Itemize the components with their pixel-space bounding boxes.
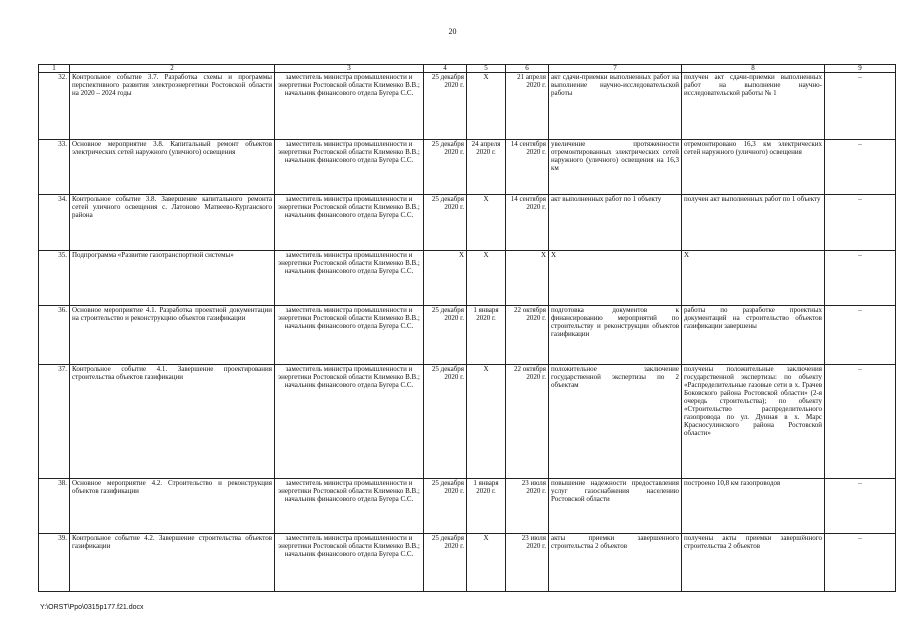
responsible-persons: заместитель министра промышленности и энергетики Ростовской области Клименко В.В.; начальник финансового отдела Бугера С.С.	[278, 479, 420, 503]
planned-date: Х	[458, 251, 464, 259]
actual-result-cell	[682, 534, 825, 592]
row-number-cell	[39, 195, 70, 251]
planned-date-cell	[424, 306, 467, 365]
actual-end-date: 14 сентября 2020 г.	[510, 195, 546, 211]
actual-result-cell	[682, 479, 825, 534]
planned-date-cell	[424, 365, 467, 479]
actual-start-date: 24 апреля 2020 г.	[471, 140, 501, 156]
planned-result-cell	[549, 479, 682, 534]
planned-result: акт сдачи-приемки выполненных работ на выполнение научно-исследовательской работы	[551, 73, 679, 97]
column-header: 1	[39, 65, 70, 73]
responsible-persons: заместитель министра промышленности и энергетики Ростовской области Клименко В.В.; начальник финансового отдела Бугера С.С.	[278, 73, 420, 97]
responsible-persons: заместитель министра промышленности и энергетики Ростовской области Клименко В.В.; начальник финансового отдела Бугера С.С.	[278, 251, 420, 275]
actual-result-cell	[682, 140, 825, 195]
planned-date: 25 декабря 2020 г.	[431, 140, 464, 156]
responsible-persons-cell	[275, 534, 424, 592]
actual-end-date-cell	[506, 306, 549, 365]
event-name: Подпрограмма «Развитие газотранспортной системы»	[72, 251, 234, 259]
table-row	[39, 479, 896, 534]
event-name-cell	[70, 479, 275, 534]
note-cell	[825, 365, 896, 479]
note: –	[858, 73, 862, 81]
event-name-cell	[70, 140, 275, 195]
actual-result: работы по разработке проектных документаций на строительство объектов газификации завершены	[684, 306, 822, 330]
planned-result-cell	[549, 195, 682, 251]
planned-date: 25 декабря 2020 г.	[431, 365, 464, 381]
responsible-persons: заместитель министра промышленности и энергетики Ростовской области Клименко В.В.; начальник финансового отдела Бугера С.С.	[278, 195, 420, 219]
actual-start-date-cell	[467, 365, 506, 479]
actual-result: получен акт выполненных работ по 1 объекту	[684, 195, 821, 203]
table-row	[39, 534, 896, 592]
actual-start-date-cell	[467, 534, 506, 592]
actual-start-date: Х	[483, 251, 489, 259]
actual-result-cell	[682, 251, 825, 306]
actual-start-date: Х	[483, 195, 489, 203]
actual-start-date: Х	[483, 365, 489, 373]
actual-start-date: 1 января 2020 г.	[473, 306, 499, 322]
planned-date: 25 декабря 2020 г.	[431, 73, 464, 89]
planned-result-cell	[549, 251, 682, 306]
actual-end-date-cell	[506, 534, 549, 592]
planned-result-cell	[549, 365, 682, 479]
actual-result-cell	[682, 306, 825, 365]
note-cell	[825, 479, 896, 534]
note: –	[858, 306, 862, 314]
responsible-persons: заместитель министра промышленности и энергетики Ростовской области Клименко В.В.; начальник финансового отдела Бугера С.С.	[278, 306, 420, 330]
row-number-cell	[39, 365, 70, 479]
row-number: 33.	[58, 140, 67, 148]
actual-start-date-cell	[467, 251, 506, 306]
actual-start-date-cell	[467, 73, 506, 140]
planned-date-cell	[424, 534, 467, 592]
actual-result: отремонтировано 16,3 км электрических сетей наружного (уличного) освещения	[684, 140, 822, 156]
event-name: Контрольное событие 3.7. Разработка схемы и программы перспективного развития электроэнергетики Ростовской области на 2020 – 2024 годы	[72, 73, 272, 97]
actual-result: Х	[684, 251, 690, 259]
column-header: 2	[70, 65, 275, 73]
actual-start-date: Х	[483, 73, 489, 81]
note: –	[858, 251, 862, 259]
row-number: 32.	[58, 73, 67, 81]
footer-file-path: Y:\ORST\Ppo\0315p177.f21.docx	[40, 604, 144, 611]
event-name: Контрольное событие 4.1. Завершение проектирования строительства объектов газификации	[72, 365, 272, 381]
actual-end-date: 22 октября 2020 г.	[513, 306, 546, 322]
row-number: 35.	[58, 251, 67, 259]
actual-result: получен акт сдачи-приемки выполненных работ на выполнение научно-исследовательской работы № 1	[684, 73, 822, 97]
actual-end-date-cell	[506, 195, 549, 251]
note-cell	[825, 251, 896, 306]
event-name-cell	[70, 365, 275, 479]
responsible-persons-cell	[275, 479, 424, 534]
actual-end-date-cell	[506, 479, 549, 534]
responsible-persons: заместитель министра промышленности и энергетики Ростовской области Клименко В.В.; начальник финансового отдела Бугера С.С.	[278, 365, 420, 389]
planned-result: повышение надежности предоставления услуг газоснабжения населению Ростовской области	[551, 479, 679, 503]
note-cell	[825, 534, 896, 592]
actual-end-date: 23 июля 2020 г.	[521, 534, 546, 550]
page-number: 20	[448, 27, 457, 36]
actual-result: построено 10,8 км газопроводов	[684, 479, 781, 487]
planned-result-cell	[549, 534, 682, 592]
row-number-cell	[39, 140, 70, 195]
note-cell	[825, 140, 896, 195]
planned-result: акты приемки завершенного строительства 2 объектов	[551, 534, 679, 550]
actual-end-date: 22 октября 2020 г.	[513, 365, 546, 381]
planned-result: Х	[551, 251, 557, 259]
actual-result: получены акты приемки завершённого строительства 2 объектов	[684, 534, 822, 550]
table-row	[39, 140, 896, 195]
responsible-persons-cell	[275, 251, 424, 306]
actual-end-date-cell	[506, 251, 549, 306]
responsible-persons-cell	[275, 195, 424, 251]
planned-result: положительное заключение государственной экспертизы по 2 объектам	[551, 365, 679, 389]
actual-end-date-cell	[506, 365, 549, 479]
table-body	[39, 73, 896, 592]
event-name: Основное мероприятие 3.8. Капитальный ремонт объектов электрических сетей наружного (уличного) освещения	[72, 140, 272, 156]
actual-end-date: Х	[540, 251, 546, 259]
note-cell	[825, 195, 896, 251]
table-row	[39, 306, 896, 365]
column-header: 9	[825, 65, 896, 73]
column-header: 3	[275, 65, 424, 73]
column-header: 4	[424, 65, 467, 73]
actual-result-cell	[682, 195, 825, 251]
event-name: Контрольное событие 4.2. Завершение строительства объектов газификации	[72, 534, 272, 550]
responsible-persons-cell	[275, 73, 424, 140]
actual-end-date-cell	[506, 140, 549, 195]
actual-result-cell	[682, 73, 825, 140]
actual-end-date-cell	[506, 73, 549, 140]
planned-result: акт выполненных работ по 1 объекту	[551, 195, 662, 203]
row-number: 39.	[58, 534, 67, 542]
actual-end-date: 14 сентября 2020 г.	[510, 140, 546, 156]
planned-date-cell	[424, 251, 467, 306]
responsible-persons: заместитель министра промышленности и энергетики Ростовской области Клименко В.В.; начальник финансового отдела Бугера С.С.	[278, 140, 420, 164]
row-number-cell	[39, 479, 70, 534]
responsible-persons-cell	[275, 140, 424, 195]
table-row	[39, 251, 896, 306]
table-row	[39, 365, 896, 479]
actual-result-cell	[682, 365, 825, 479]
planned-date-cell	[424, 140, 467, 195]
report-table	[38, 64, 896, 592]
event-name-cell	[70, 534, 275, 592]
actual-start-date-cell	[467, 195, 506, 251]
planned-date: 25 декабря 2020 г.	[431, 479, 464, 495]
event-name-cell	[70, 195, 275, 251]
event-name-cell	[70, 306, 275, 365]
actual-result: получены положительные заключения государственной экспертизы: по объекту «Распределительные газовые сети в х. Грачев Боковского района Ростовской области» (2-я очередь строительства); по объекту «Строительство распределительного газопровода по ул. Дунная в х. Марс Красносулинского района Ростовской области»	[684, 365, 822, 437]
actual-start-date-cell	[467, 479, 506, 534]
note-cell	[825, 73, 896, 140]
planned-date-cell	[424, 479, 467, 534]
actual-start-date-cell	[467, 306, 506, 365]
planned-result: увеличение протяженности отремонтированных электрических сетей наружного (уличного) освещения на 16,3 км	[551, 140, 679, 172]
column-header: 5	[467, 65, 506, 73]
row-number-cell	[39, 534, 70, 592]
event-name: Контрольное событие 3.8. Завершение капитального ремонта сетей уличного освещения с. Латоново Матвеево-Курганского района	[72, 195, 272, 219]
actual-start-date: Х	[483, 534, 489, 542]
event-name: Основное мероприятие 4.2. Строительство и реконструкция объектов газификации	[72, 479, 272, 495]
row-number-cell	[39, 251, 70, 306]
event-name-cell	[70, 73, 275, 140]
planned-result-cell	[549, 140, 682, 195]
column-header: 7	[549, 65, 682, 73]
actual-end-date: 21 апреля 2020 г.	[517, 73, 546, 89]
planned-date: 25 декабря 2020 г.	[431, 195, 464, 211]
note-cell	[825, 306, 896, 365]
planned-date-cell	[424, 73, 467, 140]
responsible-persons: заместитель министра промышленности и энергетики Ростовской области Клименко В.В.; начальник финансового отдела Бугера С.С.	[278, 534, 420, 558]
planned-date-cell	[424, 195, 467, 251]
responsible-persons-cell	[275, 365, 424, 479]
planned-result: подготовка документов к финансированию мероприятий по строительству и реконструкции объектов газификации	[551, 306, 679, 338]
planned-date: 25 декабря 2020 г.	[431, 534, 464, 550]
event-name-cell	[70, 251, 275, 306]
row-number-cell	[39, 306, 70, 365]
actual-end-date: 23 июля 2020 г.	[521, 479, 546, 495]
responsible-persons-cell	[275, 306, 424, 365]
note: –	[858, 365, 862, 373]
actual-start-date: 1 января 2020 г.	[473, 479, 499, 495]
row-number: 37.	[58, 365, 67, 373]
row-number: 38.	[58, 479, 67, 487]
note: –	[858, 140, 862, 148]
note: –	[858, 534, 862, 542]
column-number-row	[39, 65, 896, 73]
planned-result-cell	[549, 306, 682, 365]
note: –	[858, 479, 862, 487]
row-number-cell	[39, 73, 70, 140]
note: –	[858, 195, 862, 203]
column-header: 8	[682, 65, 825, 73]
row-number: 34.	[58, 195, 67, 203]
column-header: 6	[506, 65, 549, 73]
planned-date: 25 декабря 2020 г.	[431, 306, 464, 322]
planned-result-cell	[549, 73, 682, 140]
event-name: Основное мероприятие 4.1. Разработка проектной документации на строительство и реконструкцию объектов газификации	[72, 306, 272, 322]
table-row	[39, 73, 896, 140]
table-row	[39, 195, 896, 251]
actual-start-date-cell	[467, 140, 506, 195]
row-number: 36.	[58, 306, 67, 314]
